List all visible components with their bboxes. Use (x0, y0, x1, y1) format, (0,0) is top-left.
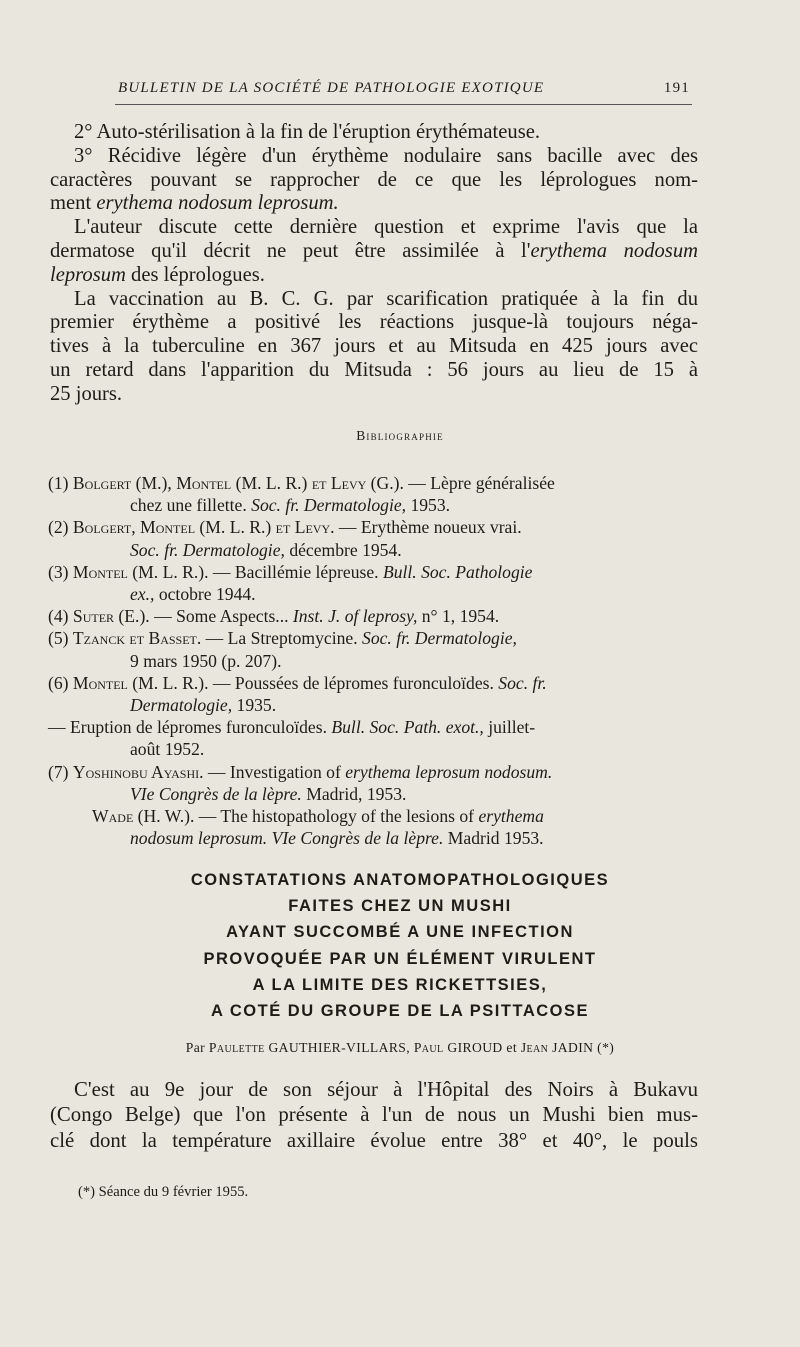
reference: (1) Bolgert (M.), Montel (M. L. R.) et Levy (G.). — Lèpre généralisée (48, 473, 555, 493)
reference: (6) Montel (M. L. R.). — Poussées de lépromes furonculoïdes. Soc. fr. (48, 672, 547, 693)
journal-title: BULLETIN DE LA SOCIÉTÉ DE PATHOLOGIE EXOTIQUE (118, 80, 545, 96)
reference-cont: ex., octobre 1944. (130, 584, 256, 605)
intro-line: ment erythema nodosum leprosum. (50, 192, 339, 215)
reference-cont: nodosum leprosum. VIe Congrès de la lèpre. Madrid 1953. (130, 828, 544, 849)
reference-cont: chez une fillette. Soc. fr. Dermatologie, 1953. (130, 495, 451, 516)
page-number: 191 (663, 80, 690, 96)
title-line: CONSTATATIONS ANATOMOPATHOLOGIQUES (190, 871, 610, 889)
article-body (50, 1077, 698, 1153)
running-header (118, 78, 690, 102)
title-line: FAITES CHEZ UN MUSHI (288, 897, 512, 916)
intro-line: L'auteur discute cette dernière question et exprime l'avis que la (74, 216, 698, 239)
body-line: clé dont la température axillaire évolue entre 38° et 40°, le pouls (50, 1128, 698, 1152)
intro-line: La vaccination au B. C. G. par scarification pratiquée à la fin du (74, 287, 698, 310)
intro-line: 3° Récidive légère d'un érythème nodulaire sans bacille avec des (74, 144, 698, 167)
reference: — Eruption de lépromes furonculoïdes. Bull. Soc. Path. exot., juillet- (48, 717, 536, 738)
body-line: (Congo Belge) que l'on présente à l'un de nous un Mushi bien mus- (50, 1103, 698, 1127)
footnote: (*) Séance du 9 février 1955. (78, 1184, 249, 1200)
intro-line: leprosum des léprologues. (50, 263, 265, 286)
intro-line: caractères pouvant se rapprocher de ce que les léprologues nom- (50, 168, 698, 191)
reference-cont: VIe Congrès de la lèpre. Madrid, 1953. (130, 783, 407, 804)
title-line: A COTÉ DU GROUPE DE LA PSITTACOSE (211, 1002, 589, 1021)
reference: (7) Yoshinobu Ayashi. — Investigation of erythema leprosum nodosum. (48, 761, 553, 782)
intro-line: un retard dans l'apparition du Mitsuda : 56 jours au lieu de 15 à (50, 358, 698, 381)
intro-line: 25 jours. (50, 382, 123, 405)
reference-cont: août 1952. (130, 739, 205, 760)
reference: (4) Suter (E.). — Some Aspects... Inst. J. of leprosy, n° 1, 1954. (48, 606, 500, 627)
article-title (0, 867, 800, 1024)
title-line: AYANT SUCCOMBÉ A UNE INFECTION (226, 923, 574, 942)
reference: (3) Montel (M. L. R.). — Bacillémie lépreuse. Bull. Soc. Pathologie (48, 561, 533, 582)
bibliography-list (48, 472, 698, 849)
reference-cont: 9 mars 1950 (p. 207). (130, 650, 282, 671)
intro-paragraphs (50, 121, 698, 407)
intro-line: dermatose qu'il décrit ne peut être assimilée à l'erythema nodosum (50, 239, 698, 262)
intro-line: 2° Auto-stérilisation à la fin de l'éruption érythémateuse. (74, 121, 541, 143)
intro-line: premier érythème a positivé les réactions jusque-là toujours néga- (50, 311, 698, 334)
intro-line: tives à la tuberculine en 367 jours et au Mitsuda en 425 jours avec (50, 335, 698, 358)
bibliography-heading: Bibliographie (356, 428, 444, 443)
body-line: C'est au 9e jour de son séjour à l'Hôpital des Noirs à Bukavu (74, 1078, 698, 1101)
reference: (2) Bolgert, Montel (M. L. R.) et Levy. — Erythème noueux vrai. (48, 517, 522, 538)
reference: Wade (H. W.). — The histopathology of the lesions of erythema (92, 806, 544, 827)
reference-cont: Soc. fr. Dermatologie, décembre 1954. (130, 539, 402, 560)
title-line: A LA LIMITE DES RICKETTSIES, (252, 975, 548, 994)
header-rule (115, 104, 692, 105)
article-authors: Par Paulette GAUTHIER-VILLARS, Paul GIROUD et Jean JADIN (*) (185, 1040, 615, 1055)
reference-cont: Dermatologie, 1935. (130, 695, 277, 716)
reference: (5) Tzanck et Basset. — La Streptomycine. Soc. fr. Dermatologie, (48, 628, 517, 649)
title-line: PROVOQUÉE PAR UN ÉLÉMENT VIRULENT (203, 949, 597, 968)
